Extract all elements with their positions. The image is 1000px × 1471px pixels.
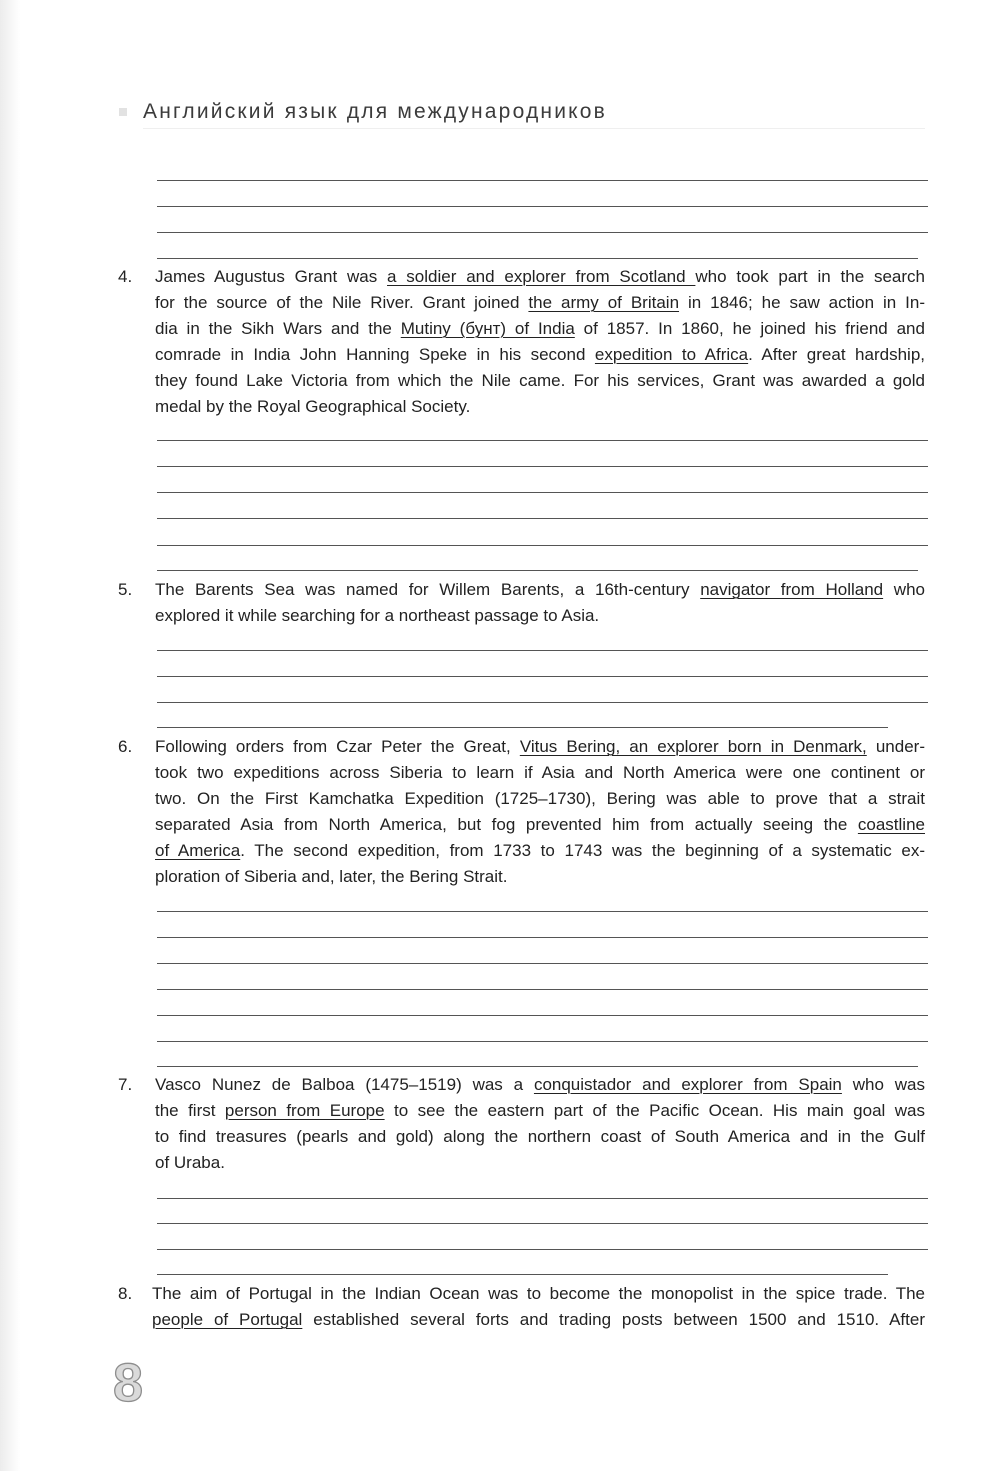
text-segment: they found Lake Victoria from which the Nile came. For his services, Grant was awarded a gold [155, 371, 925, 390]
exercise-text [155, 1072, 925, 1176]
text-segment: for the source of the Nile River. Grant joined [155, 293, 529, 312]
text-line [155, 760, 925, 786]
text-segment: ploration of Siberia and, later, the Bering Strait. [155, 867, 508, 886]
text-segment: The aim of Portugal in the Indian Ocean was to become the monopolist in the spice trade. The [152, 1284, 925, 1303]
text-line [155, 342, 925, 368]
answer-line [157, 1274, 888, 1275]
text-segment: who was [841, 1075, 925, 1094]
text-segment: the first [155, 1101, 225, 1120]
text-segment: . The second expedition, from 1733 to 1743 was the beginning of a systematic ex- [240, 841, 925, 860]
text-segment: The Barents Sea was named for Willem Barents, a 16th-century [155, 580, 701, 599]
text-line [155, 264, 925, 290]
page-header-title: Английский язык для международников [143, 100, 608, 123]
text-line [155, 786, 925, 812]
text-line [155, 734, 925, 760]
answer-line [157, 1066, 918, 1067]
text-segment: medal by the Royal Geographical Society. [155, 397, 471, 416]
text-segment: took two expeditions across Siberia to learn if Asia and North America were one continent or [155, 763, 925, 782]
text-line [155, 1124, 925, 1150]
text-line [155, 812, 925, 838]
text-segment: . After great hardship, [748, 345, 925, 364]
exercise-number: 5. [118, 580, 133, 599]
text-segment: established several forts and trading posts between 1500 and 1510. After [302, 1310, 925, 1329]
text-segment: who [883, 580, 925, 599]
text-segment: to find treasures (pearls and gold) along the northern coast of South America and in the Gulf [155, 1127, 925, 1146]
underlined-phrase: navigator from Holland [700, 580, 884, 599]
answer-line [157, 676, 928, 677]
answer-line [157, 545, 928, 546]
exercise-number: 6. [118, 737, 133, 756]
text-line [155, 577, 925, 603]
answer-line [157, 258, 918, 259]
text-line [155, 368, 925, 394]
text-segment: dia in the Sikh Wars and the [155, 319, 401, 338]
text-segment: James Augustus Grant was [155, 267, 388, 286]
text-segment: Vasco Nunez de Balboa (1475–1519) was a [155, 1075, 534, 1094]
text-line [152, 1307, 925, 1333]
underlined-phrase: a soldier and explorer from Scotland [387, 267, 696, 286]
exercise-number: 4. [118, 267, 133, 286]
answer-line [157, 911, 928, 912]
underlined-phrase: Vitus Bering, an explorer born in Denmark, [519, 737, 867, 756]
exercise-number: 7. [118, 1075, 133, 1094]
answer-line [157, 232, 928, 233]
text-line [155, 394, 925, 420]
text-segment: in 1846; he saw action in In- [679, 293, 925, 312]
text-segment: comrade in India John Hanning Speke in his second [155, 345, 595, 364]
answer-line [157, 1015, 928, 1016]
answer-line [157, 440, 928, 441]
answer-line [157, 570, 918, 571]
header-rule [143, 128, 925, 129]
underlined-phrase: conquistador and explorer from Spain [533, 1075, 842, 1094]
answer-line [157, 989, 928, 990]
text-line [155, 1098, 925, 1124]
page-number: 8 [113, 1353, 144, 1413]
answer-line [157, 650, 928, 651]
text-segment: of Uraba. [155, 1153, 225, 1172]
text-line [155, 603, 925, 629]
underlined-phrase: person from Europe [224, 1101, 385, 1120]
answer-line [157, 727, 888, 728]
text-segment: separated Asia from North America, but fog prevented him from actually seeing the [155, 815, 858, 834]
text-segment: explored it while searching for a northeast passage to Asia. [155, 606, 600, 625]
answer-line [157, 1223, 928, 1224]
answer-line [157, 1249, 928, 1250]
text-line [155, 838, 925, 864]
text-line [155, 290, 925, 316]
text-segment: two. On the First Kamchatka Expedition (1725–1730), Bering was able to prove that a strait [155, 789, 925, 808]
text-line [155, 1150, 925, 1176]
answer-line [157, 180, 928, 181]
answer-line [157, 1041, 928, 1042]
exercise-text [155, 577, 925, 629]
text-line [155, 864, 925, 890]
answer-line [157, 206, 928, 207]
exercise-text [155, 264, 925, 420]
text-segment: who took part in the search [695, 267, 925, 286]
exercise-number: 8. [118, 1284, 133, 1303]
text-line [152, 1281, 925, 1307]
text-segment: under- [866, 737, 925, 756]
text-line [155, 316, 925, 342]
underlined-phrase: Mutiny (бунт) of India [400, 319, 575, 338]
underlined-phrase: expedition to Africa [594, 345, 749, 364]
answer-line [157, 466, 928, 467]
underlined-phrase: of America [155, 841, 241, 860]
header-bullet [119, 108, 127, 116]
answer-line [157, 492, 928, 493]
scan-edge-shadow [0, 0, 20, 1471]
answer-line [157, 937, 928, 938]
text-line [155, 1072, 925, 1098]
exercise-text [152, 1281, 925, 1333]
text-segment: Following orders from Czar Peter the Great, [155, 737, 520, 756]
answer-line [157, 1198, 928, 1199]
text-segment: to see the eastern part of the Pacific Ocean. His main goal was [384, 1101, 925, 1120]
underlined-phrase: the army of Britain [528, 293, 680, 312]
answer-line [157, 702, 928, 703]
underlined-phrase: coastline [857, 815, 925, 834]
underlined-phrase: people of Portugal [152, 1310, 303, 1329]
answer-line [157, 963, 928, 964]
exercise-text [155, 734, 925, 890]
text-segment: of 1857. In 1860, he joined his friend and [574, 319, 925, 338]
answer-line [157, 518, 928, 519]
